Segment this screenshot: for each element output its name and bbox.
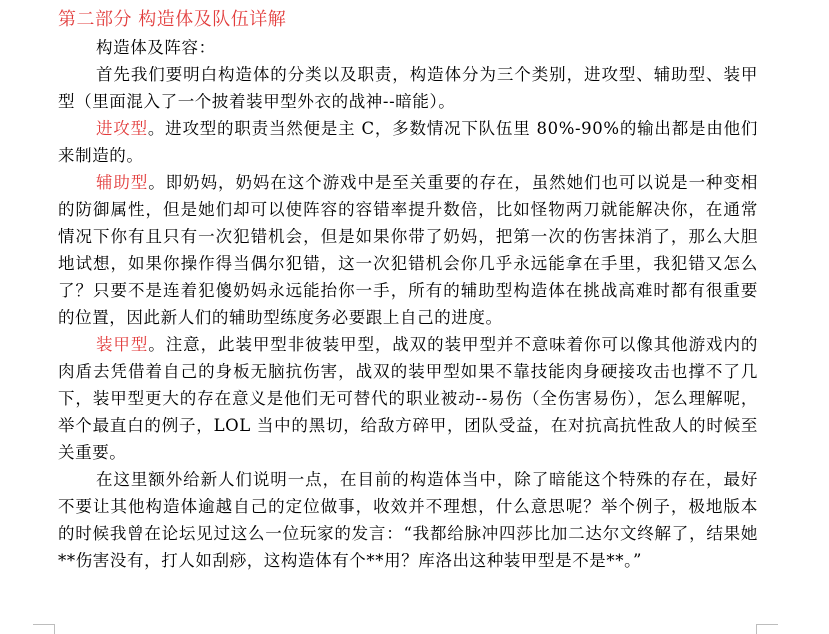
support-text: 。即奶妈，奶妈在这个游戏中是至关重要的存在，虽然她们也可以说是一种变相的防御属性，但是她们却可以使阵容的容错率提升数倍，比如怪物两刀就能解决你，在通常情况下你有且只有一次犯错机会，但是如果你带了奶妈，把第一次的伤害抹消了，那么大胆地试想，如果你操作得当偶尔犯错，这一次犯错机会你几乎永远能拿在手里，我犯错又怎么了？只要不是连着犯傻奶妈永远能抬你一手，所有的辅助型构造体在挑战高难时都有很重要的位置，因此新人们的辅助型练度务必要跟上自己的进度。 — [58, 173, 758, 327]
document-body — [58, 6, 758, 574]
section-heading: 第二部分 构造体及队伍详解 — [58, 9, 287, 30]
attack-term: 进攻型 — [96, 119, 148, 138]
attack-text: 。进攻型的职责当然便是主 C，多数情况下队伍里 80%-90%的输出都是由他们来制造的。 — [58, 119, 758, 165]
intro-label: 构造体及阵容： — [96, 38, 216, 57]
support-paragraph — [58, 169, 758, 331]
intro-paragraph: 首先我们要明白构造体的分类以及职责，构造体分为三个类别，进攻型、辅助型、装甲型（里面混入了一个披着装甲型外衣的战神--暗能）。 — [58, 65, 758, 111]
support-term: 辅助型 — [96, 173, 149, 192]
armor-text: 。注意，此装甲型非彼装甲型，战双的装甲型并不意味着你可以像其他游戏内的肉盾去凭借着自己的身板无脑抗伤害，战双的装甲型如果不靠技能肉身硬接攻击也撑不了几下，装甲型更大的存在意义是他们无可替代的职业被动--易伤（全伤害易伤），怎么理解呢，举个最直白的例子，LOL 当中的黑切，给敌方碎甲，团队受益，在对抗高抗性敌人的时候至关重要。 — [58, 335, 758, 462]
attack-paragraph — [58, 115, 758, 169]
armor-term: 装甲型 — [96, 335, 149, 354]
armor-paragraph — [58, 331, 758, 466]
closing-paragraph: 在这里额外给新人们说明一点，在目前的构造体当中，除了暗能这个特殊的存在，最好不要让其他构造体逾越自己的定位做事，收效并不理想，什么意思呢？举个例子，极地版本的时候我曾在论坛见过这么一位玩家的发言：“我都给脉冲四莎比加二达尔文终解了，结果她**伤害没有，打人如刮痧，这构造体有个**用？库洛出这种装甲型是不是**。” — [58, 470, 758, 570]
